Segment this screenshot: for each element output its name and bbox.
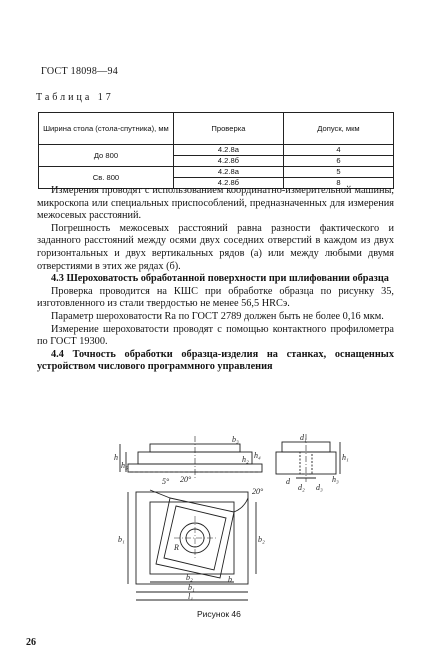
paragraph: Измерение шероховатости проводят с помощью контактного профилометра по ГОСТ 19300. xyxy=(37,323,394,348)
paragraph: Параметр шероховатости Ra по ГОСТ 2789 должен быть не более 0,16 мкм. xyxy=(51,310,384,322)
figure-label: h₅ xyxy=(121,461,128,470)
table-row xyxy=(39,145,394,156)
table-cell-width: До 800 xyxy=(39,145,174,167)
table-row xyxy=(39,167,394,178)
figure-label: d₂ xyxy=(298,483,305,492)
figure-label: l₁ xyxy=(188,592,194,601)
table-cell-check: 4.2.8б xyxy=(173,178,283,189)
column-header-check: Проверка xyxy=(173,113,283,145)
figure-caption: Рисунок 46 xyxy=(197,609,241,619)
section-heading: 4.3 Шероховатость обработанной поверхности при шлифовании образца xyxy=(51,273,389,285)
page-number: 26 xyxy=(26,637,36,648)
figure-label: d xyxy=(286,477,290,486)
table-cell-width: Св. 800 xyxy=(39,167,174,189)
paragraph: Измерения проводят с использованием координатно-измерительной машины, микроскопа или специальных приспособлений, предназначенных для измерения межосевых расстояний. xyxy=(37,185,394,222)
figure-46-drawing xyxy=(110,432,350,604)
table-cell-tolerance: 6 xyxy=(283,156,393,167)
figure-label: b xyxy=(228,575,232,584)
table-17 xyxy=(38,112,394,189)
figure-label: h₄ xyxy=(254,451,261,460)
figure-label: b₂ xyxy=(258,535,265,544)
column-header-width: Ширина стола (стола-спутника), мм xyxy=(39,113,174,145)
section-heading: 4.4 Точность обработки образца-изделия на станках, оснащенных устройством числового программного управления xyxy=(37,348,394,373)
figure-label: R xyxy=(174,543,179,552)
table-cell-tolerance: 5 xyxy=(283,167,393,178)
figure-label: d₃ xyxy=(316,483,323,492)
figure-label: 20° xyxy=(252,487,264,496)
document-header: ГОСТ 18098—94 xyxy=(41,66,119,77)
figure-label: h₂ xyxy=(242,455,249,464)
column-header-tolerance: Допуск, мкм xyxy=(283,113,393,145)
figure-label: h xyxy=(114,453,118,462)
table-cell-tolerance: 8 xyxy=(283,178,393,189)
plan-outline xyxy=(136,492,248,584)
table-caption: Таблица 17 xyxy=(36,92,114,103)
table-header-row xyxy=(39,113,394,145)
figure-label: b₂ xyxy=(186,573,193,582)
figure-label: b₁ xyxy=(188,583,195,592)
paragraph: Погрешность межосевых расстояний равна разности фактического и заданного расстояний между осями двух соседних отверстий в каждом из двух горизонтальных и двух вертикальных рядов (а) или между любыми двумя отверстиями в этих же рядах (б). xyxy=(37,222,394,272)
figure-label: 5° xyxy=(162,477,170,486)
paragraph: Проверка проводится на КШС при обработке образца по рисунку 35, изготовленного из стали твердостью не менее 56,5 HRCэ. xyxy=(37,285,394,310)
figure-label: d₁ xyxy=(300,433,307,442)
table-cell-check: 4.2.8б xyxy=(173,156,283,167)
figure-label: h₃ xyxy=(332,475,339,484)
body-text xyxy=(37,185,394,374)
figure-label: 20° xyxy=(180,475,192,484)
figure-label: b₃ xyxy=(232,435,239,444)
figure-label: h₁ xyxy=(342,453,349,462)
figure-label: b₁ xyxy=(118,535,125,544)
table-cell-check: 4.2.8а xyxy=(173,145,283,156)
table-cell-tolerance: 4 xyxy=(283,145,393,156)
table-cell-check: 4.2.8а xyxy=(173,167,283,178)
